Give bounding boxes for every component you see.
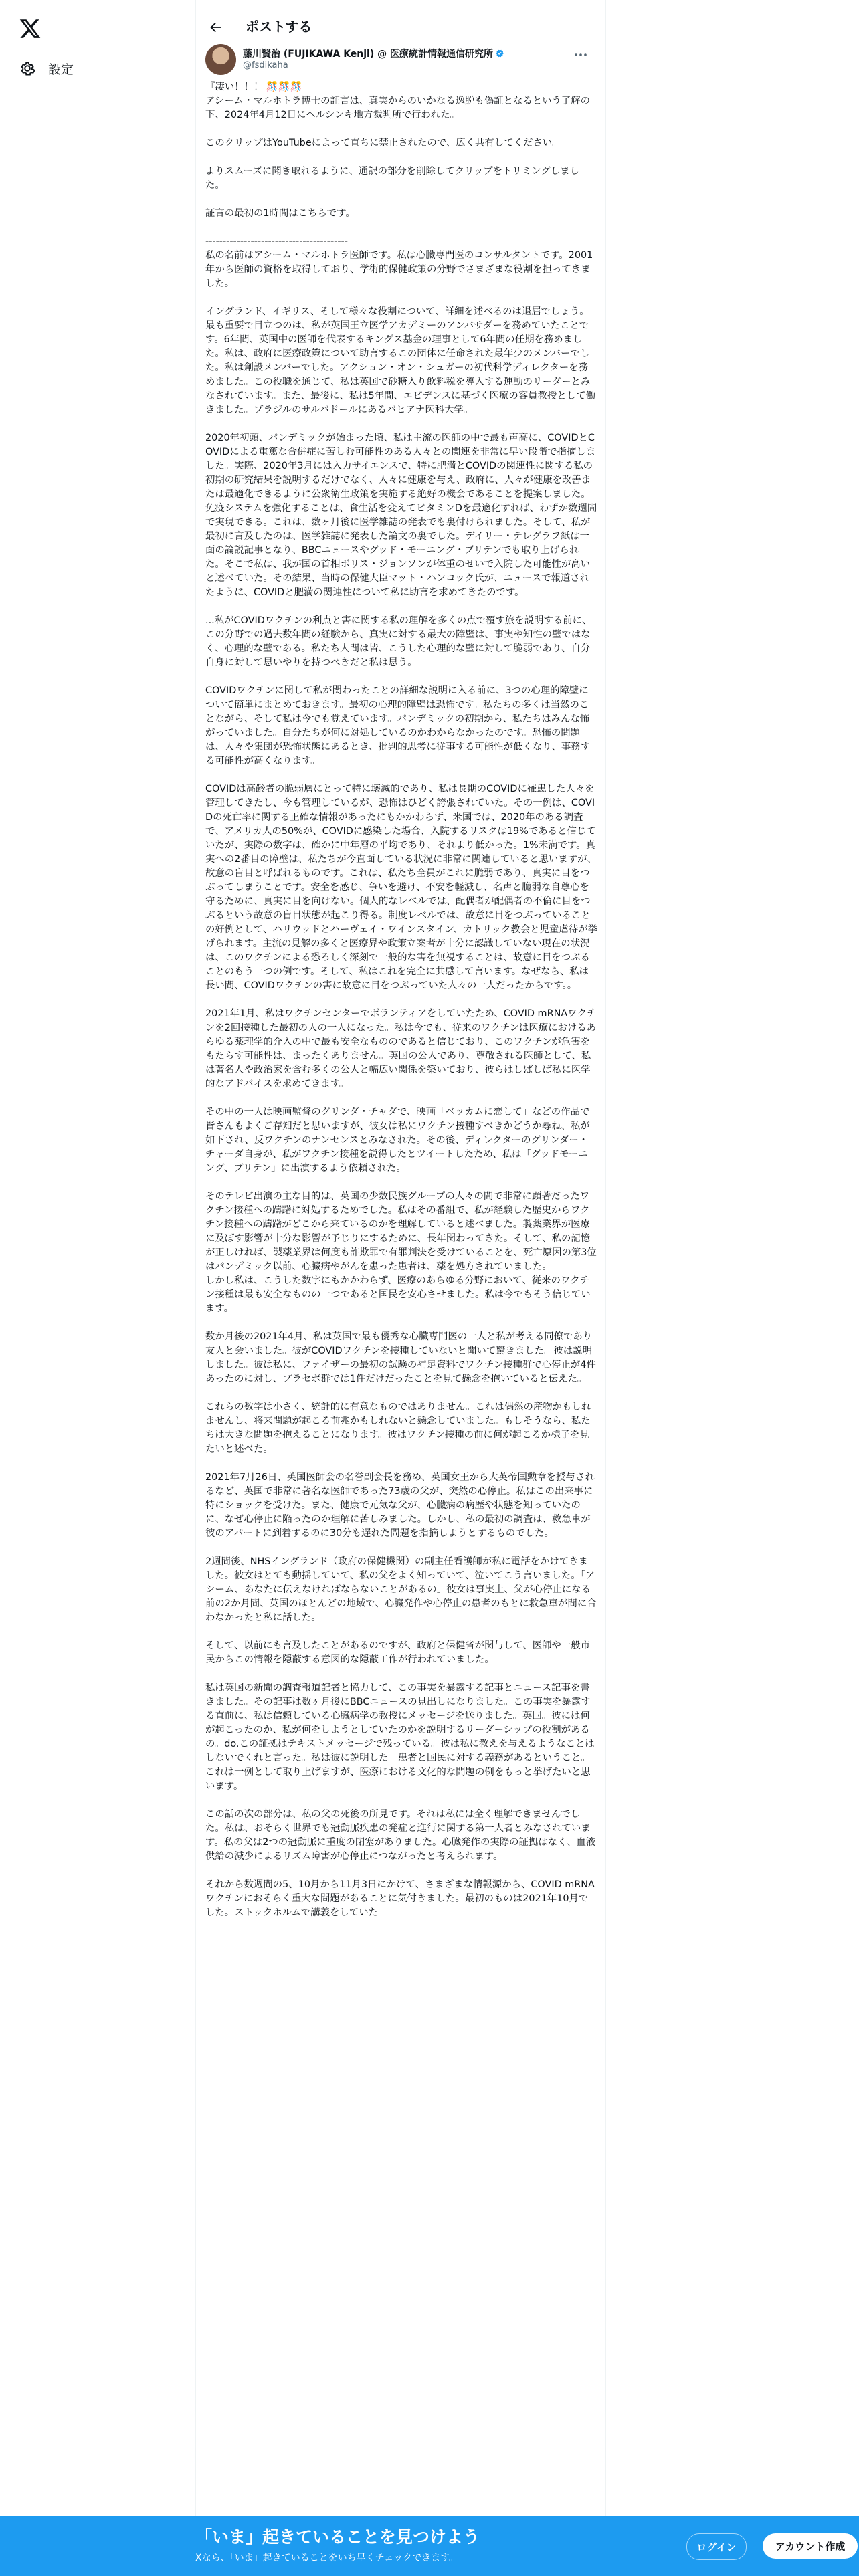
post-paragraph: ...私がCOVIDワクチンの利点と害に関する私の理解を多くの点で覆す旅を説明する前に、この分野での過去数年間の経験から、真実に対する最大の障壁は、事実や知性の壁ではなく、心理的な壁である。私たち人間は皆、こうした心理的な壁に対して脆弱であり、自分自身に対して思いやりを持つべきだと私は思う。 <box>205 615 592 668</box>
post-paragraph: 2021年1月、私はワクチンセンターでボランティアをしていたため、COVID mRNAワクチンを2回接種した最初の人の一人になった。私は今でも、従来のワクチンは医療におけるあらゆる薬理学的介入の中で最も安全なもののであると信じており、このワクチンが危害をもたらす可能性は、まったくありません。英国の公人であり、尊敬される医師として、私は著名人や政治家を含む多くの公人と幅広い関係を築いており、彼らはしばしば私に医学的なアドバイスを求めてきます。 <box>205 1008 597 1089</box>
main-column <box>195 0 606 2576</box>
gear-icon <box>19 60 36 77</box>
post-paragraph: 『凄い！！！ 🎊🎊🎊 アシーム・マルホトラ博士の証言は、真実からのいかなる逸脱も偽証となるという了解の下、2024年4月12日にヘルシンキ地方裁判所で行われた。 <box>205 82 591 120</box>
post-paragraph: そして、以前にも言及したことがあるのですが、政府と保健省が関与して、医師や一般市民からこの情報を隠蔽する意図的な隠蔽工作が行われていました。 <box>205 1640 591 1665</box>
post-paragraph: よりスムーズに聞き取れるように、通訳の部分を削除してクリップをトリミングしました。 <box>205 166 579 191</box>
avatar[interactable] <box>205 44 236 75</box>
post-paragraph: そのテレビ出演の主な目的は、英国の少数民族グループの人々の間で非常に顕著だったワクチン接種への躊躇に対処するためでした。私はその番組で、私が経験した歴史からワクチン接種への躊躇がどこから来ているのかを理解していると述べました。製薬業界が医療に及ぼす影響が十分な影響が予じりにするために、長年関わってきた。そして、私の記憶が正しければ、製薬業界は何度も詐欺罪で有罪判決を受けていることを、死亡原因の第3位はパンデミック以前、心臓病やがんを患った患者は、薬を処方されていました。 しかし私は、こうした数字にもかかわらず、医療のあらゆる分野において、従来のワクチン接種は最も安全なものの一つであると国民を安心させました。私は今でもそう信じています。 <box>205 1191 597 1314</box>
author-name-row[interactable] <box>243 47 504 60</box>
post-paragraph: これらの数字は小さく、統計的に有意なものではありません。これは偶然の産物かもしれませんし、将来問題が起こる前兆かもしれないと懸念していました。もしそうなら、私たちは大きな問題を抱えることになります。彼はワクチン接種の前に何が起こるか様子を見たいと述べた。 <box>205 1402 591 1455</box>
left-nav <box>0 0 195 2576</box>
post-paragraph: COVIDワクチンに関して私が関わったことの詳細な説明に入る前に、3つの心理的障壁について簡単にまとめておきます。最初の心理的障壁は恐怖です。私たちの多くは当然のことながら、そして私は今でも覚えています。パンデミックの初期から、私たちはみんな怖がっていました。自分たちが何に対処しているのかわからなかったのです。恐怖の問題は、人々や集団が恐怖状態にあるとき、批判的思考に従事する可能性が低くなり、事務する可能性が高くなります。 <box>205 685 591 766</box>
author-handle[interactable]: @fsdikaha <box>243 60 288 70</box>
post-paragraph: イングランド、イギリス、そして様々な役割について、詳細を述べるのは退屈でしょう。最も重要で目立つのは、私が英国王立医学アカデミーのアンバサダーを務めていたことです。6年間、英国中の医師を代表するキングス基金の理事として6年間の任期を務めました。私は、政府に医療政策について助言するこの団体に任命された最年少のメンバーでした。私は創設メンバーでした。アクション・オン・シュガーの初代科学ディレクターを務めました。この役職を通じて、私は英国で砂糖入り飲料税を導入する運動のリーダーとみなされています。また、最後に、私は5年間、エビデンスに基づく医療の客員教授として働きました。ブラジルのサルバドールにあるバヒアナ医科大学。 <box>205 306 595 415</box>
post-paragraph: 私は英国の新聞の調査報道記者と協力して、この事実を暴露する記事とニュース記事を書きました。その記事は数ヶ月後にBBCニュースの見出しになりました。この事実を暴露する直前に、私は信頼している心臓病学の教授にメッセージを送りました。英国。彼には何が起こったのか、私が何をしようとしていたのかを説明するリーダーシップの役割があるの。do.この証拠はテキストメッセージで残っている。彼は私に教えを与えるようなことはしないでくれと言った。私は彼に説明した。患者と国民に対する義務があるということ。これは一例として取り上げますが、医療における文化的な問題の例をもっと挙げたいと思います。 <box>205 1683 595 1792</box>
nav-item-settings[interactable] <box>19 55 74 82</box>
x-logo-icon[interactable] <box>19 17 41 40</box>
page-title: ポストする <box>246 19 312 35</box>
post-paragraph: 2020年初頭、パンデミックが始まった頃、私は主流の医師の中で最も声高に、COVIDとCOVIDによる重篤な合併症に苦しむ可能性のある人々との関連を非常に早い段階で指摘しました。実際、2020年3月には入力サイエンスで、特に肥満とCOVIDの関連性に関する私の初期の研究結果を説明するだけでなく、人々に健康を与え、政府に、人々が健康を改善または最適化できるように公衆衛生政策を実施する絶好の機会であることを提案しました。免疫システムを強化することは、食生活を変えてビタミンDを最適化すれば、わずか数週間で実現できる。これは、数ヶ月後に医学雑誌の発表でも裏付けられました。そして、私が最初に言及したのは、医学雑誌に発表した論文の裏でした。デイリー・テレグラフ紙は一面の論説記事となり、BBCニュースやグッド・モーニング・ブリテンでも取り上げられた。そこで私は、我が国の首相ボリス・ジョンソンが体重のせいで入院した可能性が高いと述べていた。その結果、当時の保健大臣マット・ハンコック氏が、ニュースで報道されたように、COVIDと肥満の関連性について私に助言を求めてきたのです。 <box>205 433 597 598</box>
author-name[interactable]: 藤川賢治 (FUJIKAWA Kenji) @ 医療統計情報通信研究所 <box>243 49 494 60</box>
post-paragraph: 2週間後、NHSイングランド（政府の保健機関）の副主任看護師が私に電話をかけてきました。彼女はとても動揺していて、私の父をよく知っていて、泣いてこう言いました。「アシーム、あなたに伝えなければならないことがあるの」彼女は事実上、父が心停止になる前の2か月間、英国のほとんどの地域で、心臓発作や心停止の患者のもとに救急車が間に合わなかったと私に話した。 <box>205 1556 597 1623</box>
banner-headline: 「いま」起きていることを見つけよう <box>195 2527 480 2547</box>
arrow-left-icon <box>208 20 223 35</box>
back-button[interactable] <box>205 17 225 37</box>
post-paragraph: その中の一人は映画監督のグリンダ・チャダで、映画「ベッカムに恋して」などの作品で皆さんもよくご存知だと思いますが、彼女は私にワクチン接種すべきかどうか尋ね、私が如下され、反ワクチンのナンセンスとみなされた。その後、ディレクターのグリンダー・チャーダ自身が、私がワクチン接種を説得したとツイートしたため、私は「グッドモーニング、ブリテン」に出演するよう依頼された。 <box>205 1107 590 1174</box>
post-paragraph: 2021年7月26日、英国医師会の名誉副会長を務め、英国女王から大英帝国勲章を授与されるなど、英国で非常に著名な医師であった73歳の父が、突然の心停止。私はこの出来事に特にショックを受けた。また、健康で元気な父が、心臓病の病歴や状態を知っていたのに、なぜ心停止に陥ったのか理解に苦しみました。しかし、私の最初の調査は、救急車が彼のアパートに到着するのに30分も遅れた問題を指摘しようとするものでした。 <box>205 1472 595 1539</box>
signup-button[interactable]: アカウント作成 <box>763 2533 858 2559</box>
verified-badge-icon <box>495 49 504 58</box>
banner-subtext: Xなら、「いま」起きていることをいち早くチェックできます。 <box>195 2553 459 2563</box>
post-paragraph: この話の次の部分は、私の父の死後の所見です。それは私には全く理解できませんでした。私は、おそらく世界でも冠動脈疾患の発症と進行に関する第一人者とみなされています。私の父は2つの冠動脈に重度の閉塞がありました。心臓発作の実際の証拠はなく、血液供給の減少によるリズム障害が心停止につながったと考えられます。 <box>205 1809 596 1862</box>
nav-settings-label: 設定 <box>48 62 74 77</box>
signup-banner <box>0 2516 859 2576</box>
more-options-button[interactable] <box>572 48 589 62</box>
post-author <box>205 44 596 80</box>
more-horizontal-icon <box>572 48 589 62</box>
post-text <box>205 80 597 1934</box>
post-paragraph: それから数週間の5、10月から11月3日にかけて、さまざまな情報源から、COVID mRNAワクチンにおそらく重大な問題があることに気付きました。最初のものは2021年10月でした。ストックホルムで講義をしていた <box>205 1879 595 1918</box>
post-paragraph: 証言の最初の1時間はこちらです。 <box>205 208 355 219</box>
post-paragraph: 数か月後の2021年4月、私は英国で最も優秀な心臓専門医の一人と私が考える同僚であり友人と会いました。彼がCOVIDワクチンを接種していないと聞いて驚きました。彼は説明しました。彼は私に、ファイザーの最初の試験の補足資料でワクチン接種群で心停止が4件あったのに対し、プラセボ群では1件だけだったことを見て懸念を抱いていると伝えた。 <box>205 1331 596 1384</box>
post-paragraph: ----------------------------------------- 私の名前はアシーム・マルホトラ医師です。私は心臓専門医のコンサルタントです。2001年から医師の資格を取得しており、学術的保健政策の分野でさまざまな役割を担ってきました。 <box>205 236 593 289</box>
post-paragraph: COVIDは高齢者の脆弱層にとって特に壊滅的であり、私は長期のCOVIDに罹患した人々を管理してきたし、今も管理しているが、恐怖はひどく誇張されていた。その一例は、COVIDの死亡率に関する正確な情報があったにもかかわらず、米国では、2020年のある調査で、アメリカ人の50%が、COVIDに感染した場合、入院するリスクは19%であると信じていたが、実際の数字は、確かに中年層の平均であり、それより低かった。1%未満です。真実への2番目の障壁は、私たちが今直面している状況に非常に関連していると思いますが、故意の盲目と呼ばれるものです。これは、私たち全員がこれに脆弱であり、真実に目をつぶってしまうことです。安全を感じ、争いを避け、不安を軽減し、名声と脆弱な自尊心を守るために、真実に目を向けない。個人的なレベルでは、配偶者が配偶者の不倫に目をつぶるという故意の盲目状態が起こり得る。制度レベルでは、故意に目をつぶっていることの好例として、ハリウッドとハーヴェイ・ワインスタイン、カトリック教会と児童虐待が挙げられます。主流の見解の多くと医療界や政策立案者が十分に認識していない現在の状況は、このワクチンによる恐ろしく深刻で一般的な害を無視することは、故意に目をつぶることのもう一つの例です。そして、私はこれを完全に共感して言います。なぜなら、私は長い間、COVIDワクチンの害に故意に目をつぶっていた人々の一人だったからです。。 <box>205 784 597 991</box>
post-paragraph: このクリップはYouTubeによって直ちに禁止されたので、広く共有してください。 <box>205 138 562 148</box>
login-button[interactable]: ログイン <box>686 2533 747 2560</box>
